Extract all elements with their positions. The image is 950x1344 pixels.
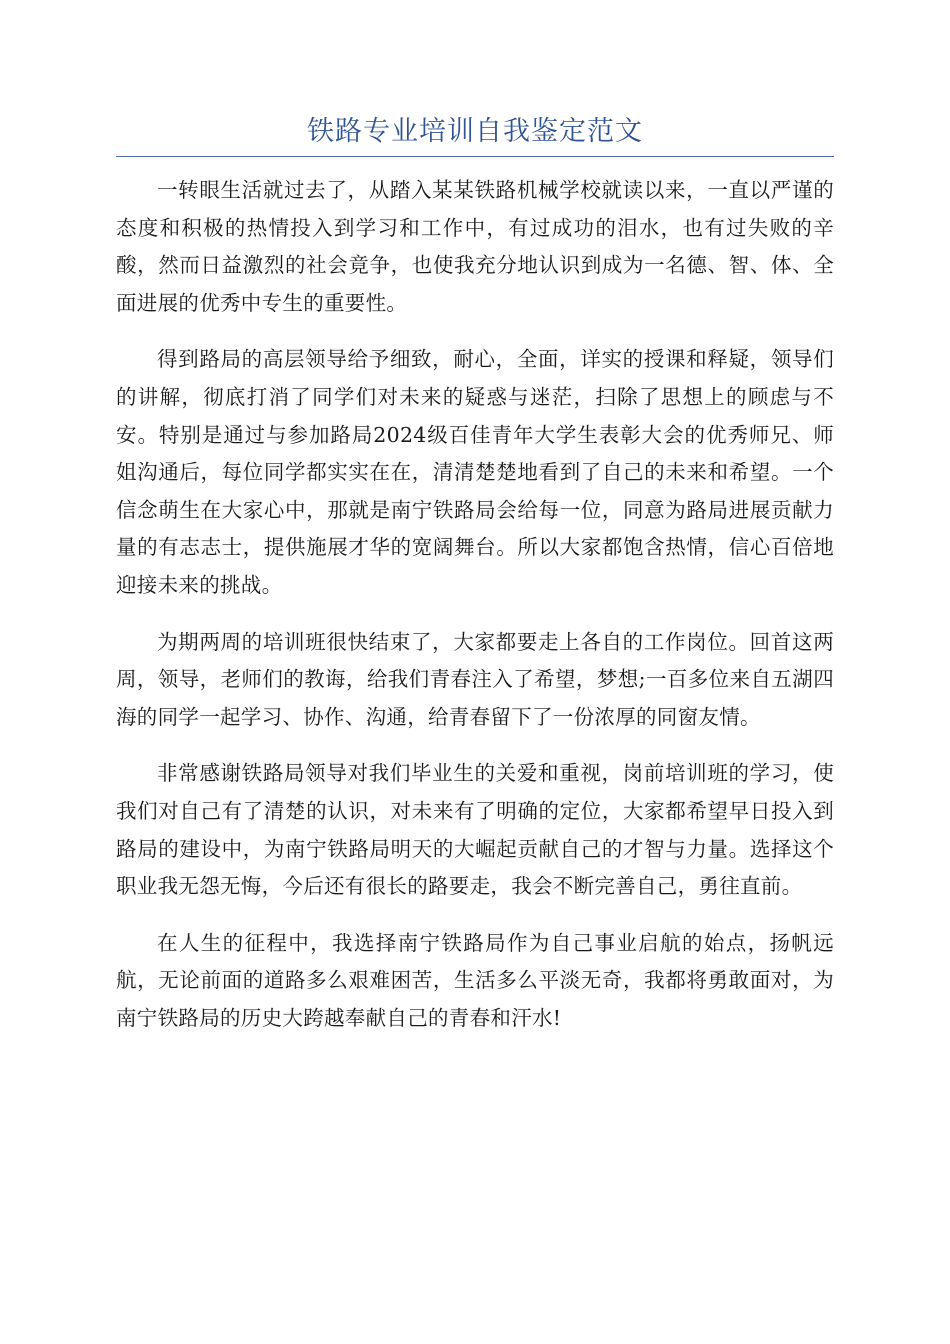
document-body [116,172,834,1056]
document-title: 铁路专业培训自我鉴定范文 [307,116,643,147]
paragraph-4: 非常感谢铁路局领导对我们毕业生的关爱和重视，岗前培训班的学习，使我们对自己有了清楚的认识，对未来有了明确的定位，大家都希望早日投入到路局的建设中，为南宁铁路局明天的大崛起贡献自己的才智与力量。选择这个职业我无怨无悔，今后还有很长的路要走，我会不断完善自己，勇往直前。 [116,761,834,899]
paragraph-2: 得到路局的高层领导给予细致，耐心，全面，详实的授课和释疑，领导们的讲解，彻底打消了同学们对未来的疑惑与迷茫，扫除了思想上的顾虑与不安。特别是通过与参加路局2024级百佳青年大学生表彰大会的优秀师兄、师姐沟通后，每位同学都实实在在，清清楚楚地看到了自己的未来和希望。一个信念萌生在大家心中，那就是南宁铁路局会给每一位，同意为路局进展贡献力量的有志志士，提供施展才华的宽阔舞台。所以大家都饱含热情，信心百倍地迎接未来的挑战。 [116,347,834,597]
paragraph-1: 一转眼生活就过去了，从踏入某某铁路机械学校就读以来，一直以严谨的态度和积极的热情投入到学习和工作中，有过成功的泪水，也有过失败的辛酸，然而日益激烈的社会竟争，也使我充分地认识到成为一名德、智、体、全面进展的优秀中专生的重要性。 [116,178,834,315]
paragraph-5: 在人生的征程中，我选择南宁铁路局作为自己事业启航的始点，扬帆远航，无论前面的道路多么艰难困苦，生活多么平淡无奇，我都将勇敢面对，为南宁铁路局的历史大跨越奉献自己的青春和汗水! [116,930,834,1030]
paragraph-3: 为期两周的培训班很快结束了，大家都要走上各自的工作岗位。回首这两周，领导，老师们的教诲，给我们青春注入了希望，梦想;一百多位来自五湖四海的同学一起学习、协作、沟通，给青春留下了一份浓厚的同窗友情。 [116,629,834,729]
title-block [116,112,834,157]
